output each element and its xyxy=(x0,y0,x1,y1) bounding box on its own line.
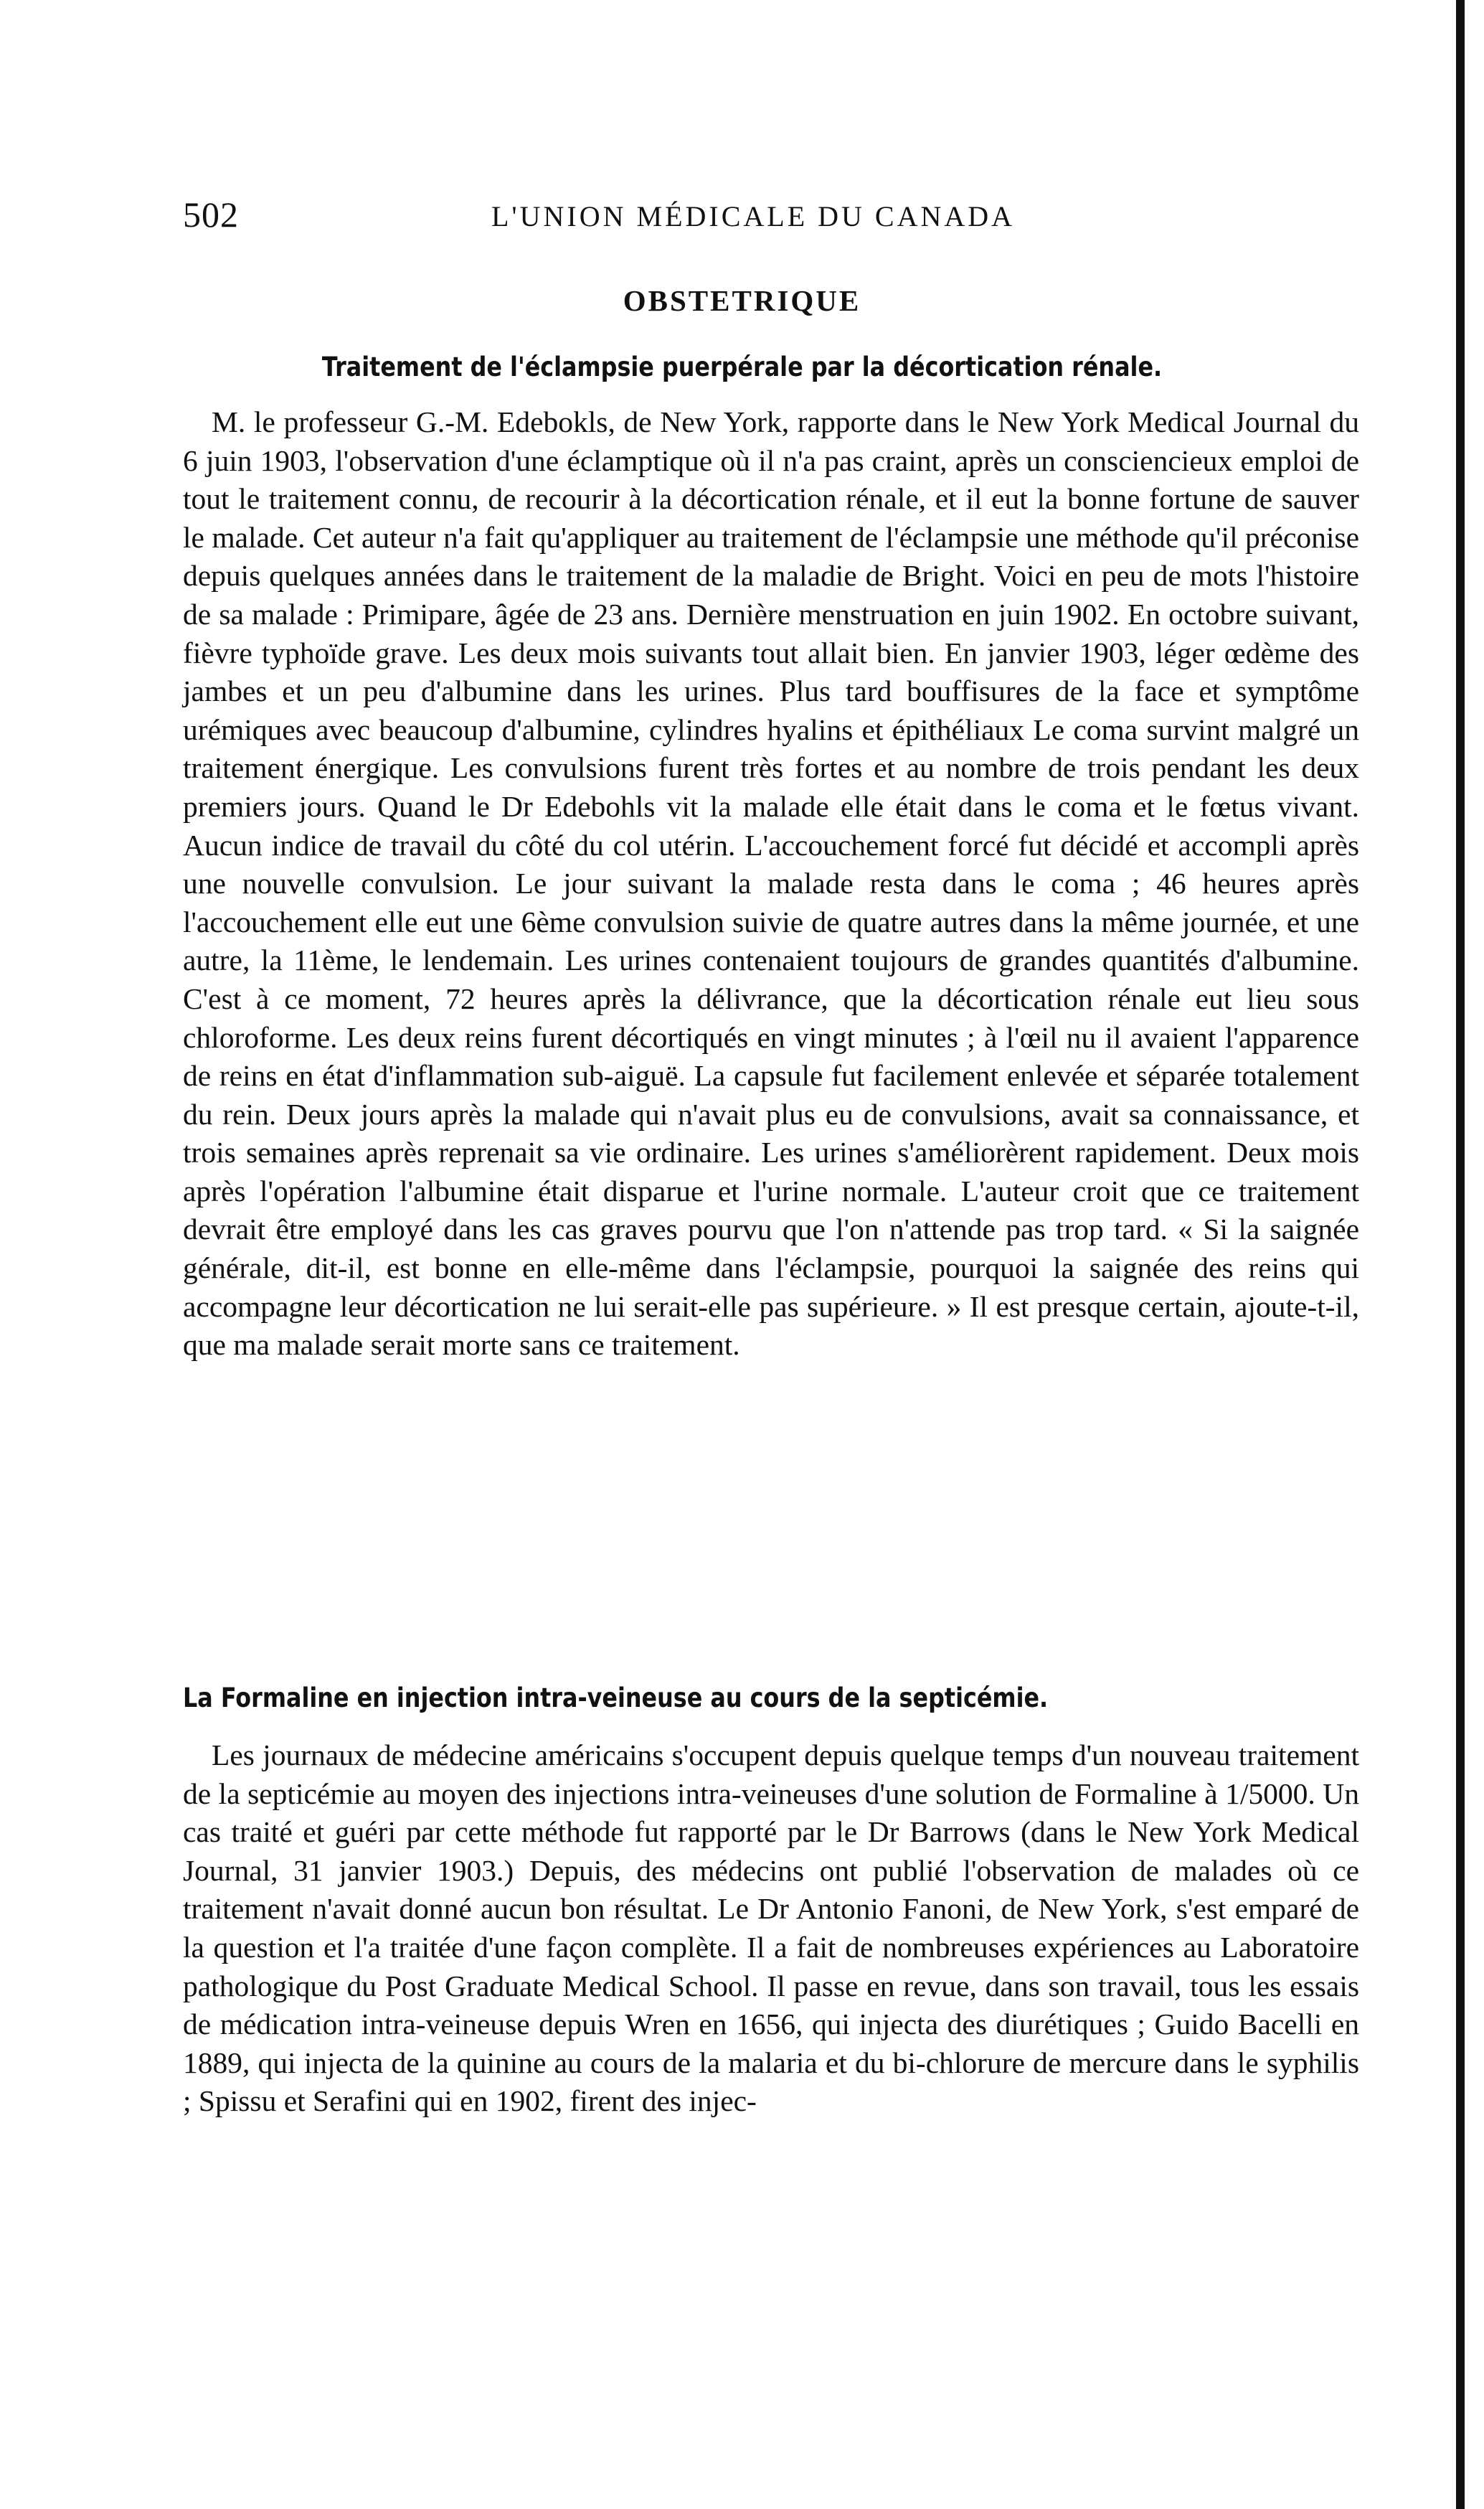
article-title-formaline: La Formaline en injection intra-veineuse au cours de la septicémie. xyxy=(183,1682,1049,1713)
article-title-eclampsie: Traitement de l'éclampsie puerpérale par la décortication rénale. xyxy=(321,352,1163,382)
paragraph: M. le professeur G.-M. Edebokls, de New York, rapporte dans le New York Medical Journal du 6 juin 1903, l'observation d'une éclamptique où il n'a pas craint, après un consciencieux emploi de tout le traitement connu, de recourir à la décortication rénale, et il eut la bonne fortune de sauver le malade. Cet auteur n'a fait qu'appliquer au traitement de l'éclampsie une méthode qu'il préconise depuis quelques années dans le traitement de la maladie de Bright. Voici en peu de mots l'histoire de sa malade : Primipare, âgée de 23 ans. Dernière menstruation en juin 1902. En octobre suivant, fièvre typhoïde grave. Les deux mois suivants tout allait bien. En janvier 1903, léger œdème des jambes et un peu d'albumine dans les urines. Plus tard bouffisures de la face et symptôme urémiques avec beaucoup d'albumine, cylindres hyalins et épithéliaux Le coma survint malgré un traitement énergique. Les convulsions furent très fortes et au nombre de trois pendant les deux premiers jours. Quand le Dr Edebohls vit la malade elle était dans le coma et le fœtus vivant. Aucun indice de travail du côté du col utérin. L'accouchement forcé fut décidé et accompli après une nouvelle convulsion. Le jour suivant la malade resta dans le coma ; 46 heures après l'accouchement elle eut une 6ème convulsion suivie de quatre autres dans la même journée, et une autre, la 11ème, le lendemain. Les urines contenaient toujours de grandes quantités d'albumine. C'est à ce moment, 72 heures après la délivrance, que la décortication rénale eut lieu sous chloroforme. Les deux reins furent décortiqués en vingt minutes ; à l'œil nu il avaient l'apparence de reins en état d'inflammation sub-aiguë. La capsule fut facilement enlevée et séparée totalement du rein. Deux jours après la malade qui n'avait plus eu de convulsions, avait sa connaissance, et trois semaines après reprenait sa vie ordinaire. Les urines s'améliorèrent rapidement. Deux mois après l'opération l'albumine était disparue et l'urine normale. L'auteur croit que ce traitement devrait être employé dans les cas graves pourvu que l'on n'attende pas trop tard. « Si la saignée générale, dit-il, est bonne en elle-même dans l'éclampsie, pourquoi la saignée des reins qui accompagne leur décortication ne lui serait-elle pas supérieure. » Il est presque certain, ajoute-t-il, que ma malade serait morte sans ce traitement. xyxy=(183,405,1359,1362)
page-number: 502 xyxy=(183,194,239,235)
article-body-formaline xyxy=(183,1736,1359,2121)
section-title: OBSTETRIQUE xyxy=(623,284,861,317)
page-edge-rule xyxy=(1456,0,1465,2509)
running-head xyxy=(183,194,1366,244)
article-body-eclampsie xyxy=(183,403,1359,1365)
journal-title: L'UNION MÉDICALE DU CANADA xyxy=(491,200,1016,232)
paragraph: Les journaux de médecine américains s'occupent depuis quelque temps d'un nouveau traitement de la septicémie au moyen des injections intra-veineuses d'une solution de Formaline à 1/5000. Un cas traité et guéri par cette méthode fut rapporté par le Dr Barrows (dans le New York Medical Journal, 31 janvier 1903.) Depuis, des médecins ont publié l'observation de malades où ce traitement n'avait donné aucun bon résultat. Le Dr Antonio Fanoni, de New York, s'est emparé de la question et l'a traitée d'une façon complète. Il a fait de nombreuses expériences au Laboratoire pathologique du Post Graduate Medical School. Il passe en revue, dans son travail, tous les essais de médication intra-veineuse depuis Wren en 1656, qui injecta des diurétiques ; Guido Bacelli en 1889, qui injecta de la quinine au cours de la malaria et du bi-chlorure de mercure dans le syphilis ; Spissu et Serafini qui en 1902, firent des injec- xyxy=(183,1738,1359,2118)
